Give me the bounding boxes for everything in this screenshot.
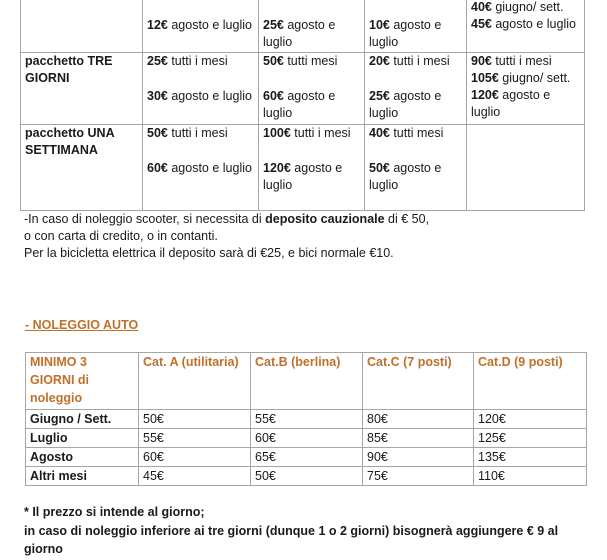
- price-cell: 25€ agosto e luglio: [259, 0, 365, 53]
- price-cell: 50€ tutti mesi 60€ agosto e luglio: [259, 53, 365, 125]
- price-cell-empty: [467, 125, 585, 211]
- price-note-line1: * Il prezzo si intende al giorno;: [24, 505, 205, 519]
- table-row: Altri mesi 45€ 50€ 75€ 110€: [26, 467, 587, 486]
- price-note-line2: in caso di noleggio inferiore ai tre giorni (dunque 1 o 2 giorni) bisognerà aggiungere € 9 al giorno: [24, 524, 559, 556]
- table-row: [21, 53, 585, 125]
- price-cell: 40€ tutti mesi 50€ agosto e luglio: [365, 125, 467, 211]
- row-label: pacchetto TRE GIORNI: [21, 53, 143, 125]
- header-cell: Cat.D (9 posti): [474, 353, 587, 410]
- row-label: [21, 0, 143, 53]
- price-cell: 20€ tutti i mesi 25€ agosto e luglio: [365, 53, 467, 125]
- deposit-note-line1: -In caso di noleggio scooter, si necessita di deposito cauzionale di € 50,: [24, 212, 430, 226]
- price-cell: 12€ agosto e luglio: [143, 0, 259, 53]
- price-cell: 10€ agosto e luglio: [365, 0, 467, 53]
- header-cell: Cat.C (7 posti): [363, 353, 474, 410]
- scooter-price-table: [20, 0, 585, 211]
- price-cell: 25€ tutti i mesi 30€ agosto e luglio: [143, 53, 259, 125]
- price-cell: 100€ tutti i mesi 120€ agosto e luglio: [259, 125, 365, 211]
- table-row: [21, 0, 585, 53]
- car-price-table: [25, 352, 587, 486]
- header-cell: Cat. A (utilitaria): [139, 353, 251, 410]
- table-row: Luglio 55€ 60€ 85€ 125€: [26, 429, 587, 448]
- price-cell: 90€ tutti i mesi 105€ giugno/ sett. 120€ agosto e luglio: [467, 53, 585, 125]
- row-label: pacchetto UNA SETTIMANA: [21, 125, 143, 211]
- header-cell: Cat.B (berlina): [251, 353, 363, 410]
- header-cell: MINIMO 3 GIORNI di noleggio: [26, 353, 139, 410]
- table-header-row: [26, 353, 587, 410]
- price-cell: 40€ giugno/ sett. 45€ agosto e luglio: [467, 0, 585, 53]
- table-row: Giugno / Sett. 50€ 55€ 80€ 120€: [26, 410, 587, 429]
- table-row: [21, 125, 585, 211]
- deposit-note-line2: o con carta di credito, o in contanti.: [24, 229, 218, 243]
- deposit-note-line3: Per la bicicletta elettrica il deposito sarà di €25, e bici normale €10.: [24, 246, 394, 260]
- table-row: Agosto 60€ 65€ 90€ 135€: [26, 448, 587, 467]
- car-rental-heading: - NOLEGGIO AUTO: [25, 318, 139, 332]
- price-cell: 50€ tutti i mesi 60€ agosto e luglio: [143, 125, 259, 211]
